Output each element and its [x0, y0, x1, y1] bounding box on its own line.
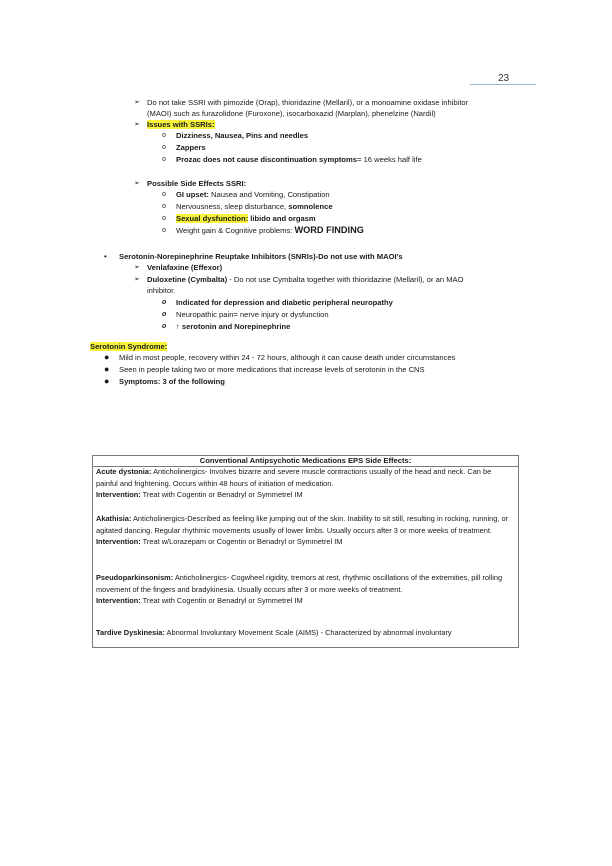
akathisia-text: Anticholinergics-Described as feeling like jumping out of the skin. Inability to sit still, resulting in rocking, running, or agitated dancing. Regular rhythmic movements usually of lower limbs. Usually occurs after 3 or more weeks of treatment.	[96, 514, 509, 535]
eps-table-title: Conventional Antipsychotic Medications EPS Side Effects:	[93, 456, 518, 467]
pimozide-warning-line1: Do not take SSRI with pimozide (Orap), thioridazine (Mellaril), or a monoamine oxidase inhibitor	[147, 98, 469, 107]
circle-bullet-icon: o	[162, 203, 166, 210]
side-effects-heading: Possible Side Effects SSRI:	[147, 179, 247, 188]
sexual-highlight: Sexual dysfunction:	[176, 214, 249, 223]
snri-heading: Serotonin-Norepinephrine Reuptake Inhibitors (SNRIs)-Do not use with MAOI’s	[119, 252, 403, 261]
acute-dystonia-block	[96, 466, 512, 501]
issue-item: Dizziness, Nausea, Pins and needles	[176, 131, 309, 140]
acute-dystonia-label: Acute dystonia:	[96, 467, 152, 476]
weight-rest: Weight gain & Cognitive problems:	[176, 226, 295, 235]
tardive-dyskinesia-block	[96, 627, 512, 639]
header-rule	[470, 84, 536, 85]
duloxetine-bold: Duloxetine (Cymbalta)	[147, 275, 228, 284]
circle-bullet-icon: o	[162, 299, 167, 306]
intervention-text: Treat with Cogentin or Benadryl or Symmetrel IM	[140, 596, 303, 605]
arrow-bullet-icon: ➢	[134, 99, 140, 106]
serotonin-item: Symptoms: 3 of the following	[119, 377, 225, 386]
circle-bullet-icon: o	[162, 144, 166, 151]
akathisia-block	[96, 513, 512, 548]
acute-dystonia-text: Anticholinergics- Involves bizarre and severe muscle contractions usually of the head and neck. Can be painful and frightening. Occurs within 48 hours of initiation of medication.	[96, 467, 492, 488]
eps-side-effects-table	[92, 455, 519, 648]
pseudoparkinsonism-label: Pseudoparkinsonism:	[96, 573, 174, 582]
nervousness-item	[176, 201, 333, 212]
pimozide-warning-line2: (MAOI) such as furazolidone (Furoxone), isocarboxazid (Marplan), phenelzine (Nardil)	[147, 109, 436, 118]
sexual-rest: libido and orgasm	[248, 214, 316, 223]
circle-bullet-icon: o	[162, 191, 166, 198]
intervention-label: Intervention:	[96, 490, 141, 499]
akathisia-label: Akathisia:	[96, 514, 132, 523]
venlafaxine-item: Venlafaxine (Effexor)	[147, 263, 223, 272]
prozac-bold: Prozac does not cause discontinuation symptoms	[176, 155, 358, 164]
tardive-dyskinesia-label: Tardive Dyskinesia:	[96, 628, 165, 637]
tardive-dyskinesia-text: Abnormal Involuntary Movement Scale (AIMS) - Characterized by abnormal involuntary	[164, 628, 452, 637]
arrow-bullet-icon: ➢	[134, 264, 140, 271]
arrow-bullet-icon: ➢	[134, 276, 140, 283]
prozac-rest: = 16 weeks half life	[357, 155, 422, 164]
circle-bullet-icon: o	[162, 156, 166, 163]
intervention-label: Intervention:	[96, 537, 141, 546]
weight-item	[176, 225, 364, 236]
circle-bullet-icon: o	[162, 227, 166, 234]
duloxetine-rest: - Do not use Cymbalta together with thioridazine (Mellaril), or an MAO	[227, 275, 464, 284]
word-finding-bold: WORD FINDING	[294, 225, 364, 235]
serotonin-item: Mild in most people, recovery within 24 - 72 hours, although it can cause death under circumstances	[119, 353, 456, 362]
nervousness-rest: Nervousness, sleep disturbance,	[176, 202, 289, 211]
gi-rest: Nausea and Vomiting, Constipation	[208, 190, 330, 199]
disc-bullet-icon: •	[104, 252, 107, 261]
intervention-label: Intervention:	[96, 596, 141, 605]
gi-item	[176, 189, 330, 200]
pseudoparkinsonism-block	[96, 572, 512, 607]
serotonin-syndrome-heading: Serotonin Syndrome:	[90, 342, 168, 351]
disc-bullet-icon: ●	[104, 352, 110, 362]
circle-bullet-icon: o	[162, 132, 166, 139]
prozac-item	[176, 154, 422, 165]
duloxetine-continued: inhibitor.	[147, 286, 176, 295]
intervention-text: Treat w/Lorazepam or Cogentin or Benadryl or Symmetrel IM	[140, 537, 343, 546]
gi-bold: GI upset:	[176, 190, 209, 199]
pseudoparkinsonism-text: Anticholinergics- Cogwheel rigidity, tremors at rest, rhythmic oscillations of the extremities, pill rolling movement of the fingers and bradykinesia. Usually occurs after 3 or more weeks of treatment.	[96, 573, 503, 594]
disc-bullet-icon: ●	[104, 364, 110, 374]
nervousness-bold: somnolence	[288, 202, 333, 211]
arrow-bullet-icon: ➢	[134, 121, 140, 128]
circle-bullet-icon: o	[162, 215, 166, 222]
disc-bullet-icon: ●	[104, 376, 110, 386]
snri-sub-item: Neuropathic pain= nerve injury or dysfunction	[176, 310, 329, 319]
issues-heading: Issues with SSRIs:	[147, 120, 215, 129]
snri-sub-item: ↑ serotonin and Norepinephrine	[176, 322, 291, 331]
sexual-item	[176, 213, 316, 224]
issue-item: Zappers	[176, 143, 206, 152]
circle-bullet-icon: o	[162, 323, 167, 330]
duloxetine-item	[147, 274, 464, 285]
arrow-bullet-icon: ➢	[134, 180, 140, 187]
intervention-text: Treat with Cogentin or Benadryl or Symmetrel IM	[140, 490, 303, 499]
snri-sub-item: Indicated for depression and diabetic peripheral neuropathy	[176, 298, 393, 307]
page-number: 23	[498, 73, 510, 84]
circle-bullet-icon: o	[162, 311, 167, 318]
serotonin-item: Seen in people taking two or more medications that increase levels of serotonin in the CNS	[119, 365, 425, 374]
